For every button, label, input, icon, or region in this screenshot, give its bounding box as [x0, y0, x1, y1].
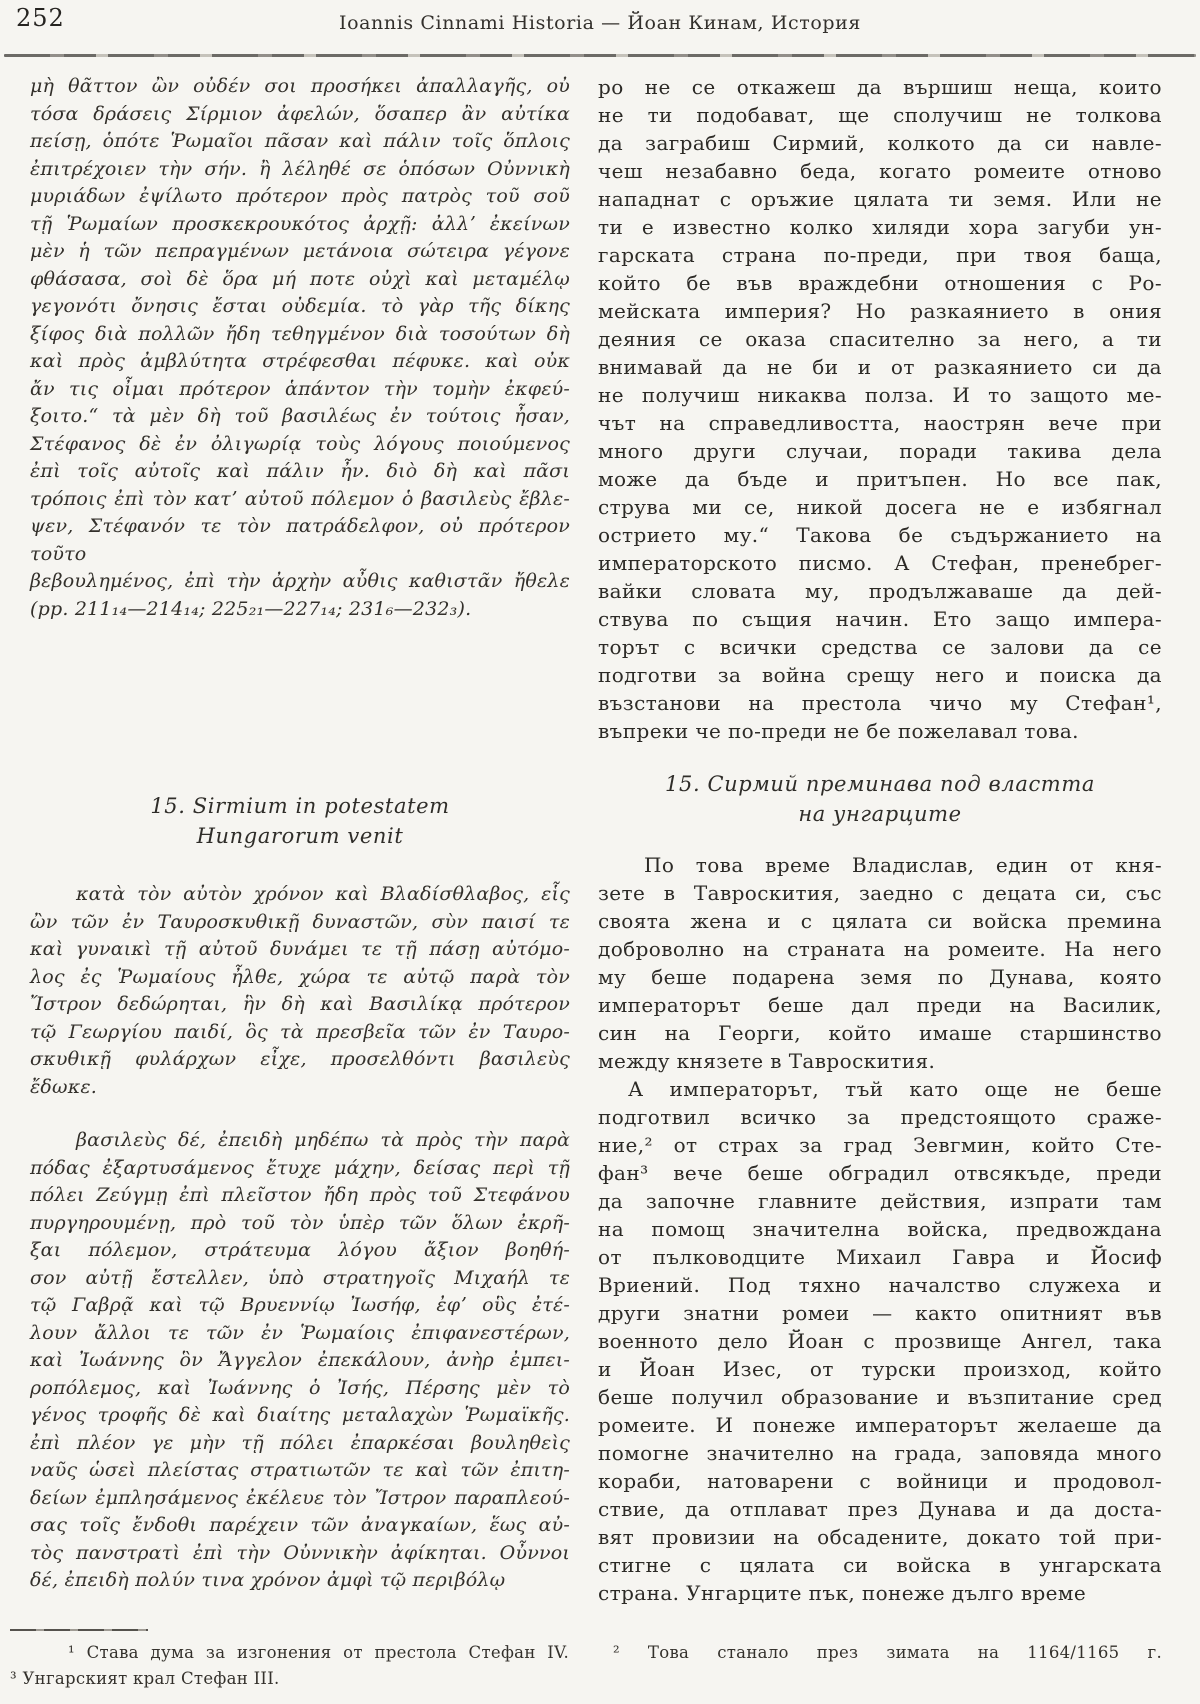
text-line: от пълководците Михаил Гавра и Йосиф [598, 1245, 1162, 1269]
text-line: стигне с цялата си войска в унгарската [598, 1553, 1162, 1577]
text-line: ³ Унгарският крал Стефан III. [10, 1669, 280, 1688]
text-line: ние,² от страх за град Зевгмин, който Сте- [598, 1133, 1162, 1157]
text-line: μὴ θᾶττον ὢν οὐδέν σοι προσήκει ἀπαλλαγῆς, οὐ [30, 75, 570, 97]
text-line: императорът беше дал преди на Василик, [598, 993, 1162, 1017]
text-line: ро не се откажеш да вършиш неща, които [598, 75, 1162, 99]
text-line: вят провизии на обсадените, докато той при- [598, 1525, 1162, 1549]
text-line: πόλει Ζεύγμῃ ἐπὶ πλεῖστον ἤδη πρὸς τοῦ Στεφάνου [30, 1184, 570, 1206]
text-line: καὶ πρὸς ἀμβλύτητα στρέφεσθαι πέφυκε. καὶ οὐκ [30, 350, 570, 372]
text-line: Вриений. Под тяхно началство служеха и [598, 1273, 1162, 1297]
text-line: струва ми се, никой досега не е избягнал [598, 495, 1162, 519]
text-line: μυριάδων ἐψίλωτο πρότερον πρὸς πατρὸς τοῦ σοῦ [30, 185, 570, 207]
text-line: ¹ Става дума за изгонения от престола Стефан IV. [68, 1643, 569, 1662]
text-line: торът с всички средства се залови да се [598, 635, 1162, 659]
text-line: ἐπὶ τοῖς αὐτοῖς καὶ πάλιν ἦν. διὸ δὴ καὶ πᾶσι [30, 460, 570, 482]
heading-line: 15. Сирмий преминава под властта [665, 772, 1095, 796]
heading-line: на унгарците [798, 802, 962, 826]
text-line: λουν ἄλλοι τε τῶν ἐν Ῥωμαίοις ἐπιφανεστέρων, [30, 1321, 570, 1344]
text-line: на помощ значителна войска, предвождана [598, 1217, 1162, 1241]
text-line: други знатни ромеи — както опитният във [598, 1301, 1162, 1325]
text-line: λος ἐς Ῥωμαίους ἦλθε, χώρα τε αὐτῷ παρὰ τὸν [30, 965, 570, 988]
text-line: πόδας ἐξαρτυσάμενος ἔτυχε μάχην, δείσας περὶ τῇ [30, 1156, 570, 1179]
text-line: βεβουλημένος, ἐπὶ τὴν ἀρχὴν αὖθις καθιστᾶν ἤθελε [30, 570, 570, 592]
text-line: πυργηρουμένῃ, πρὸ τοῦ τὸν ὑπὲρ τῶν ὅλων ἐκρῆ- [30, 1211, 570, 1234]
text-line: деяния се оказа спасително за него, а ти [598, 327, 1162, 351]
text-line: кораби, натоварени с войници и продовол- [598, 1469, 1162, 1493]
bulgarian-paragraph-continuation [598, 73, 1162, 745]
text-line: γένος τροφῆς δὲ καὶ διαίτης μεταλαχὼν Ῥωμαϊκῆς. [30, 1404, 570, 1426]
text-line: τὸς πανστρατὶ ἐπὶ τὴν Οὐννικὴν ἀφίκηται. Οὖννοι [30, 1541, 570, 1564]
page-header [0, 0, 1200, 46]
text-line: μὲν ἡ τῶν πεπραγμένων μετάνοια σώτειρα γέγονε [30, 240, 570, 262]
text-line: между князете в Тавроскития. [598, 1049, 936, 1073]
text-line: ξοιτο.“ τὰ μὲν δὴ τοῦ βασιλέως ἐν τούτοις ἦσαν, [30, 405, 570, 427]
text-line: ствие, да отплават през Дунава и да доста- [598, 1497, 1162, 1521]
text-line: ὢν τῶν ἐν Ταυροσκυθικῇ δυναστῶν, σὺν παισί τε [30, 910, 570, 933]
text-line: κατὰ τὸν αὐτὸν χρόνον καὶ Βλαδίσθλαβος, εἷς [76, 883, 570, 905]
text-line: военното дело Йоан с прозвище Ангел, така [598, 1329, 1162, 1353]
text-line: ти е известно колко хиляди хора загуби ун- [598, 215, 1162, 239]
text-line: своята жена и с цялата си войска премина [598, 909, 1162, 933]
text-line: внимавай да не би и от разкаянието си да [598, 355, 1162, 379]
text-line: не получиш никаква полза. И то защото ме- [598, 383, 1162, 407]
footnotes [10, 1629, 1162, 1692]
text-line: и Йоан Изес, от турски произход, който [598, 1357, 1162, 1381]
text-line: който бе във враждебни отношения с Ро- [598, 271, 1162, 295]
greek-column [30, 73, 570, 1607]
footnote-separator-rule [10, 1629, 148, 1631]
heading-line: Hungarorum venit [196, 824, 404, 848]
text-line: чът на справедливостта, наострян вече при [598, 411, 1162, 435]
text-line: τρόποις ἐπὶ τὸν κατʼ αὐτοῦ πόλεμον ὁ βασιλεὺς ἔβλε- [30, 487, 570, 510]
text-line: τῷ Γαβρᾷ καὶ τῷ Βρυεννίῳ Ἰωσήφ, ἐφʼ οὓς ἐτέ- [30, 1294, 570, 1316]
greek-paragraph-continuation [30, 73, 570, 623]
text-line: много други случаи, поради такива дела [598, 439, 1162, 463]
text-line: πείσῃ, ὁπότε Ῥωμαῖοι πᾶσαν καὶ πάλιν τοῖς ὅπλοις [30, 130, 570, 152]
header-rule [4, 54, 1196, 57]
text-line: τῷ Γεωργίου παιδί, ὃς τὰ πρεσβεῖα τῶν ἐν Ταυρο- [30, 1020, 570, 1043]
footnote-columns [10, 1640, 1162, 1692]
text-line: може да бъде и притъпен. Но все пак, [598, 467, 1162, 491]
text-line: гарската страна по-преди, при твоя баща, [598, 243, 1162, 267]
text-line: τόσα δράσεις Σίρμιον ἀφελών, ὅσαπερ ἂν αὐτίκα [30, 102, 570, 125]
text-line: страна. Унгарците пък, понеже дълго време [598, 1581, 1087, 1605]
text-line: ἐπὶ πλέον γε μὴν τῇ πόλει ἐπαρκέσαι βουληθεὶς [30, 1431, 570, 1454]
footnote-left-column [10, 1640, 569, 1692]
text-line: подготви за война срещу него и поиска да [598, 663, 1162, 687]
text-line: Ἴστρον δεδώρηται, ἣν δὴ καὶ Βασιλίκᾳ πρότερον [30, 993, 570, 1015]
text-line: σον αὐτῇ ἔστελλεν, ὑπὸ στρατηγοῖς Μιχαήλ τε [30, 1266, 570, 1289]
text-line: Στέφανος δὲ ἐν ὀλιγωρίᾳ τοὺς λόγους ποιούμενος [30, 432, 570, 455]
bulgarian-paragraph [598, 1075, 1162, 1607]
text-line: въпреки че по-преди не бе пожелавал това. [598, 719, 1079, 743]
two-column-body [0, 57, 1200, 1607]
heading-line: 15. Sirmium in potestatem [150, 794, 450, 818]
text-line: да започне главните действия, изпрати там [598, 1189, 1162, 1213]
text-line: А императорът, тъй като още не беше [628, 1077, 1162, 1101]
text-line: ствува по същия начин. Ето защо импера- [598, 607, 1162, 631]
text-line: καὶ Ἰωάννης ὃν Ἄγγελον ἐπεκάλουν, ἀνὴρ ἐμπει- [30, 1349, 570, 1371]
text-line: ψεν, Στέφανόν τε τὸν πατράδελφον, οὐ πρότερον τοῦτο [30, 515, 570, 565]
footnote-right-column [603, 1640, 1162, 1692]
text-line: σκυθικῇ φυλάρχων εἶχε, προσελθόντι βασιλεὺς ἔδωκε. [30, 1048, 570, 1098]
text-line: ξίφος διὰ πολλῶν ἤδη τεθηγμένον διὰ τοσούτων δὴ [30, 322, 570, 345]
text-line: γεγονότι ὄνησις ἔσται οὐδεμία. τὸ γὰρ τῆς δίκης [30, 295, 570, 317]
text-line: възстанови на престола чичо му Стефан¹, [598, 691, 1162, 715]
section-heading-bulgarian [598, 769, 1162, 829]
text-line: зете в Тавроскития, заедно с децата си, със [598, 881, 1162, 905]
text-line: фан³ вече беше обградил отвсякъде, преди [598, 1161, 1162, 1185]
text-line: По това време Владислав, един от кня- [644, 853, 1162, 877]
text-line: мейската империя? Но разкаянието в ония [598, 299, 1162, 323]
text-line: му беше подарена земя по Дунава, която [598, 965, 1162, 989]
text-line: помогне значително на града, заповяда много [598, 1441, 1162, 1465]
text-line: ναῦς ὡσεὶ πλείστας στρατιωτῶν τε καὶ τῶν ἐπιτη- [30, 1459, 570, 1481]
text-line: ξαι πόλεμον, στράτευμα λόγου ἄξιον βοηθή- [30, 1239, 570, 1261]
page-number: 252 [16, 4, 65, 32]
text-line: вайки словата му, продължаваше да дей- [598, 579, 1162, 603]
greek-paragraph [30, 1127, 570, 1595]
text-line: ἐπιτρέχοιεν τὴν σήν. ἢ λέληθέ σε ὁπόσων Οὐννικὴ [30, 157, 570, 180]
section-heading-latin [30, 791, 570, 851]
bulgarian-column [598, 73, 1162, 1607]
text-line: подготвил всичко за предстоящото сраже- [598, 1105, 1162, 1129]
text-line: доброволно на страната на ромеите. На него [598, 937, 1162, 961]
text-line: чеш незабавно беда, когато ромеите отново [598, 159, 1162, 183]
greek-paragraph [30, 881, 570, 1101]
text-line: καὶ γυναικὶ τῇ αὐτοῦ δυνάμει τε τῇ πάσῃ αὐτόμο- [30, 938, 570, 960]
text-line: да заграбиш Сирмий, колкото да си навле- [598, 131, 1162, 155]
text-line: императорското писмо. А Стефан, пренебрег- [598, 551, 1162, 575]
text-line: ² Това станало през зимата на 1164/1165 г. [613, 1643, 1162, 1662]
text-line: δείων ἐμπλησάμενος ἐκέλευε τὸν Ἴστρον παραπλεού- [30, 1486, 570, 1509]
text-line: ἄν τις οἶμαι πρότερον ἁπάντον τὴν τομὴν ἐκφεύ- [30, 377, 570, 400]
text-line: βασιλεὺς δέ, ἐπειδὴ μηδέπω τὰ πρὸς τὴν παρὰ [76, 1129, 570, 1151]
text-line: ροπόλεμος, καὶ Ἰωάννης ὁ Ἰσής, Πέρσης μὲν τὸ [30, 1376, 570, 1399]
text-line: син на Георги, който имаше старшинство [598, 1021, 1162, 1045]
text-line: δέ, ἐπειδὴ πολύν τινα χρόνον ἀμφὶ τῷ περιβόλῳ [30, 1569, 506, 1591]
text-line: нападнат с оръжие цялата ти земя. Или не [598, 187, 1162, 211]
bulgarian-paragraph [598, 851, 1162, 1075]
text-line: τῇ Ῥωμαίων προσκεκρουκότος ἀρχῇ: ἀλλʼ ἐκείνων [30, 212, 570, 235]
text-line: ромеите. И понеже императорът желаеше да [598, 1413, 1162, 1437]
text-line: беше получил образование и възпитание сред [598, 1385, 1162, 1409]
text-line: φθάσασα, σοὶ δὲ ὅρα μή ποτε οὐχὶ καὶ μεταμέλῳ [30, 267, 570, 290]
text-line: не ти подобават, ще сполучиш не толкова [598, 103, 1162, 127]
running-title: Ioannis Cinnami Historia — Йоан Кинам, История [338, 12, 862, 34]
text-line: острието му.“ Такова бе съдържанието на [598, 523, 1162, 547]
text-line: σας τοῖς ἔνδοθι παρέχειν τῶν ἀναγκαίων, ἕως αὐ- [30, 1514, 570, 1536]
text-line: (pp. 211₁₄—214₁₄; 225₂₁—227₁₄; 231₆—232₃). [30, 597, 472, 620]
